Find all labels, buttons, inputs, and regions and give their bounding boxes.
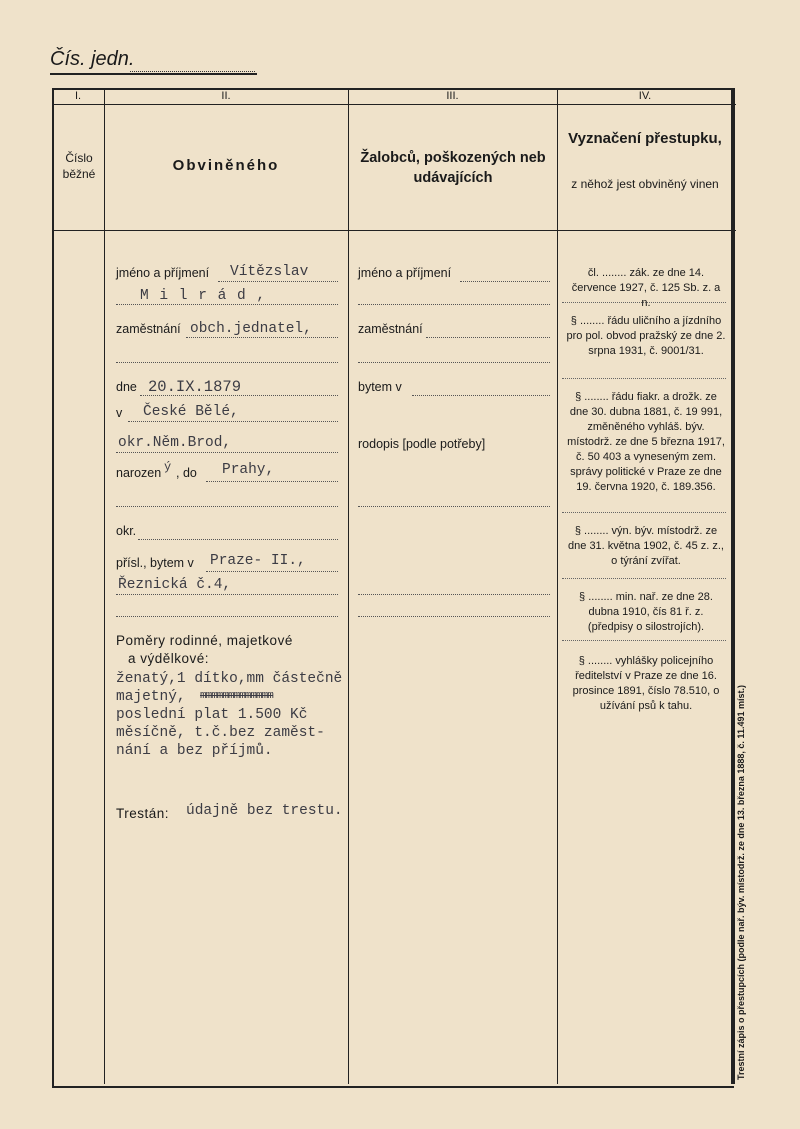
form-number-field <box>130 71 255 72</box>
form-number-underline <box>50 73 257 75</box>
column-2-title: Obviněného <box>172 157 280 174</box>
accused-born-to-line <box>206 481 338 482</box>
accused-district-line <box>116 452 338 453</box>
accused-surname: M i l r á d , <box>140 288 267 304</box>
accused-extra-line <box>116 506 338 507</box>
family-line-2-struck: mmmmmmmmmmmmm <box>200 690 273 702</box>
column-divider-2 <box>348 88 349 1084</box>
accused-surname-line <box>116 304 338 305</box>
column-1-number: I. <box>74 90 82 102</box>
accused-residence-label: přísl., bytem v <box>116 556 194 570</box>
accused-okr-label: okr. <box>116 524 137 538</box>
law-separator-3 <box>562 512 726 513</box>
column-4-number: IV. <box>638 90 652 102</box>
law-item-1: čl. ........ zák. ze dne 14. července 1927, č. 125 Sb. z. a n. <box>571 267 721 309</box>
accused-place-prefix: v <box>116 406 123 420</box>
accused-residence: Praze- II., <box>210 553 306 569</box>
law-item-4: § ........ výn. býv. místodrž. ze dne 31. května 1902, č. 45 z. z., o týrání zvířat. <box>568 525 724 567</box>
law-item-3: § ........ řádu fiakr. a drožk. ze dne 30. dubna 1881, č. 19 991, změněného vyhláš. býv. místodrž. ze dne 5 března 1917, č. 50 403 a vyneseným zem. správy politické v Praze ze dne 19. června 1920, č. 189.356. <box>567 391 725 493</box>
column-divider-1 <box>104 88 105 1084</box>
accused-occupation: obch.jednatel, <box>190 321 312 337</box>
plaintiff-genealogy-label: rodopis [podle potřeby] <box>358 437 486 451</box>
side-note: Trestní zápis o přestupcích (podle nař. býv. místodrž. ze dne 13. března 1888, č. 11.491 míst.) <box>736 685 746 1080</box>
law-separator-4 <box>562 578 726 579</box>
record-label: Trestán: <box>116 806 170 821</box>
law-item-6: § ........ vyhlášky policejního ředitelství v Praze ze dne 16. prosince 1891, číslo 78.510, o užívání psů k tahu. <box>572 655 720 712</box>
accused-occupation-line <box>186 337 338 338</box>
accused-okr-line <box>138 539 338 540</box>
accused-birth-place: České Bělé, <box>143 404 239 420</box>
column-4-subtitle: z něhož jest obviněný vinen <box>571 177 719 191</box>
plaintiff-occupation-line <box>426 337 550 338</box>
plaintiff-genealogy-line <box>358 506 550 507</box>
accused-occupation-label: zaměstnání <box>116 322 181 336</box>
column-4-title: Vyznačení přestupku, <box>568 130 722 147</box>
roman-row-divider <box>52 104 736 105</box>
family-line-4: měsíčně, t.č.bez zaměst- <box>116 725 325 741</box>
accused-district: okr.Něm.Brod, <box>118 435 232 451</box>
accused-residence-line <box>206 571 338 572</box>
accused-birth-date: 20.IX.1879 <box>148 378 242 396</box>
accused-address-line <box>116 594 338 595</box>
plaintiff-extra-line-2 <box>358 616 550 617</box>
law-separator-5 <box>562 640 726 641</box>
plaintiff-name-label: jméno a příjmení <box>358 266 452 280</box>
family-line-1: ženatý,1 dítko,mm částečně <box>116 671 343 687</box>
accused-address-line-2 <box>116 616 338 617</box>
family-label-1: Poměry rodinné, majetkové <box>116 633 293 648</box>
plaintiff-residence-label: bytem v <box>358 380 402 394</box>
column-1-title: Číslo běžné <box>62 151 96 181</box>
accused-name-label: jméno a příjmení <box>116 266 210 280</box>
law-item-2: § ........ řádu uličního a jízdního pro pol. obvod pražský ze dne 2. srpna 1931, č. 9001/31. <box>566 315 726 357</box>
plaintiff-extra-line <box>358 594 550 595</box>
form-number-label: Čís. jedn. <box>50 48 135 70</box>
side-note-container <box>736 640 756 1080</box>
column-2-number: II. <box>221 90 231 102</box>
table-frame-right-edge <box>731 88 735 1084</box>
accused-date-label: dne <box>116 380 137 394</box>
plaintiff-occupation-label: zaměstnání <box>358 322 423 336</box>
accused-born-mark: ý <box>164 460 172 474</box>
column-3-number: III. <box>446 90 459 102</box>
plaintiff-residence-line <box>412 395 550 396</box>
accused-name-line <box>218 281 338 282</box>
plaintiff-name-line-2 <box>358 304 550 305</box>
law-item-5: § ........ min. nař. ze dne 28. dubna 1910, čís 81 ř. z. (předpisy o silostrojích). <box>579 591 713 633</box>
plaintiff-occupation-line-2 <box>358 362 550 363</box>
accused-first-name: Vítězslav <box>230 264 309 280</box>
accused-place-line <box>128 421 338 422</box>
family-line-5: nání a bez příjmů. <box>116 743 273 759</box>
accused-born-to: Prahy, <box>222 462 275 478</box>
plaintiff-name-line <box>460 281 550 282</box>
column-divider-3 <box>557 88 558 1084</box>
family-line-3: poslední plat 1.500 Kč <box>116 707 308 723</box>
family-line-2: majetný, <box>116 689 186 705</box>
law-separator-1 <box>562 302 726 303</box>
accused-address: Řeznická č.4, <box>118 577 232 593</box>
law-separator-2 <box>562 378 726 379</box>
column-3-title: Žalobců, poškozených neb udávajících <box>360 150 546 186</box>
accused-occupation-line-2 <box>116 362 338 363</box>
record-value: údajně bez trestu. <box>186 803 343 819</box>
accused-born-to-label: , do <box>176 466 197 480</box>
family-label-2: a výdělkové: <box>128 651 210 666</box>
header-row-divider <box>52 230 736 231</box>
accused-born-label: narozen <box>116 466 162 480</box>
